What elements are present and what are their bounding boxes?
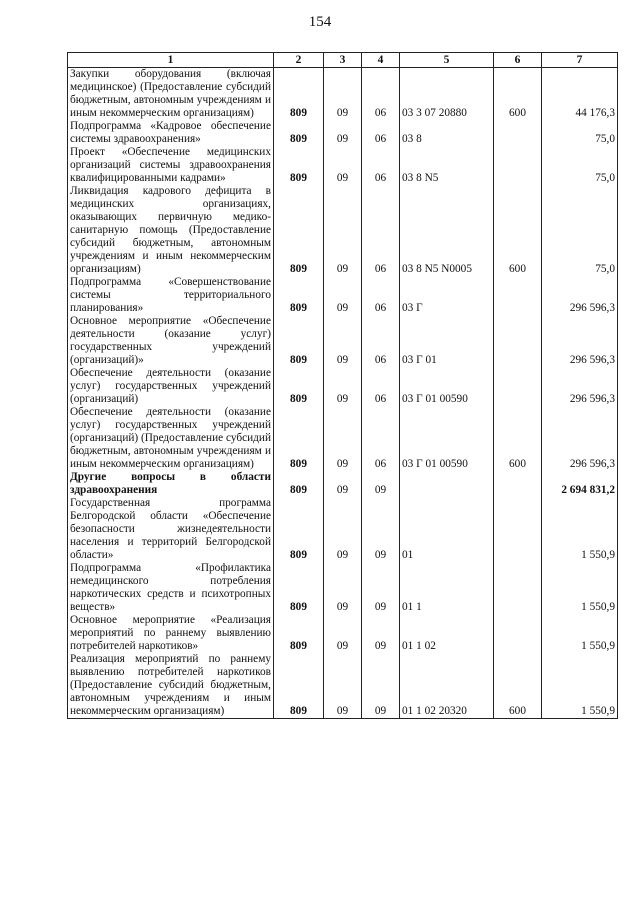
column-header: 7 <box>542 53 618 68</box>
column-header: 3 <box>324 53 362 68</box>
row-pr-code: 06 <box>362 406 400 471</box>
row-rz-code: 09 <box>324 146 362 185</box>
table-row <box>68 276 618 315</box>
row-sum: 75,0 <box>542 146 618 185</box>
row-rz-code: 09 <box>324 185 362 276</box>
table-row <box>68 653 618 719</box>
row-pr-code: 09 <box>362 614 400 653</box>
row-pr-code: 09 <box>362 471 400 497</box>
row-cs-code: 03 8 <box>400 120 494 146</box>
row-gr-code: 809 <box>274 185 324 276</box>
column-header: 6 <box>494 53 542 68</box>
row-rz-code: 09 <box>324 471 362 497</box>
row-name: Обеспечение деятельности (оказание услуг) государственных учреждений (организаций) <box>68 367 274 406</box>
row-gr-code: 809 <box>274 497 324 562</box>
row-pr-code: 06 <box>362 185 400 276</box>
table-row <box>68 146 618 185</box>
column-header: 5 <box>400 53 494 68</box>
row-pr-code: 06 <box>362 146 400 185</box>
row-pr-code: 09 <box>362 653 400 719</box>
row-pr-code: 09 <box>362 497 400 562</box>
row-vr-code <box>494 562 542 614</box>
table-row <box>68 614 618 653</box>
row-sum: 1 550,9 <box>542 497 618 562</box>
row-name: Основное мероприятие «Обеспечение деятельности (оказание услуг) государственных учреждений (организаций)» <box>68 315 274 367</box>
row-gr-code: 809 <box>274 276 324 315</box>
row-name: Основное мероприятие «Реализация мероприятий по раннему выявлению потребителей наркотиков» <box>68 614 274 653</box>
row-rz-code: 09 <box>324 367 362 406</box>
row-rz-code: 09 <box>324 68 362 121</box>
row-vr-code: 600 <box>494 406 542 471</box>
row-rz-code: 09 <box>324 497 362 562</box>
row-gr-code: 809 <box>274 562 324 614</box>
row-pr-code: 06 <box>362 120 400 146</box>
row-sum: 75,0 <box>542 120 618 146</box>
row-pr-code: 09 <box>362 562 400 614</box>
row-rz-code: 09 <box>324 653 362 719</box>
row-vr-code <box>494 276 542 315</box>
table-row <box>68 406 618 471</box>
row-gr-code: 809 <box>274 68 324 121</box>
row-gr-code: 809 <box>274 653 324 719</box>
table-row <box>68 562 618 614</box>
row-vr-code <box>494 315 542 367</box>
row-name: Другие вопросы в области здравоохранения <box>68 471 274 497</box>
table-row <box>68 315 618 367</box>
row-sum: 2 694 831,2 <box>542 471 618 497</box>
row-pr-code: 06 <box>362 276 400 315</box>
row-cs-code: 03 8 N5 N0005 <box>400 185 494 276</box>
row-sum: 296 596,3 <box>542 315 618 367</box>
row-name: Реализация мероприятий по раннему выявлению потребителей наркотиков (Предоставление субсидий бюджетным, автономным учреждениям и иным некоммерческим организациям) <box>68 653 274 719</box>
row-cs-code: 03 8 N5 <box>400 146 494 185</box>
row-name: Закупки оборудования (включая медицинское) (Предоставление субсидий бюджетным, автономным учреждениям и иным некоммерческим организациям) <box>68 68 274 121</box>
row-gr-code: 809 <box>274 315 324 367</box>
row-rz-code: 09 <box>324 120 362 146</box>
row-rz-code: 09 <box>324 315 362 367</box>
row-cs-code: 03 Г 01 <box>400 315 494 367</box>
row-cs-code: 03 Г 01 00590 <box>400 367 494 406</box>
row-gr-code: 809 <box>274 406 324 471</box>
table-row <box>68 185 618 276</box>
row-cs-code: 03 Г <box>400 276 494 315</box>
table-row <box>68 120 618 146</box>
row-rz-code: 09 <box>324 276 362 315</box>
table-row <box>68 471 618 497</box>
row-gr-code: 809 <box>274 367 324 406</box>
row-name: Проект «Обеспечение медицинских организаций системы здравоохранения квалифицированными кадрами» <box>68 146 274 185</box>
row-vr-code <box>494 614 542 653</box>
row-vr-code <box>494 120 542 146</box>
column-header: 4 <box>362 53 400 68</box>
row-gr-code: 809 <box>274 471 324 497</box>
column-header: 1 <box>68 53 274 68</box>
row-cs-code: 01 <box>400 497 494 562</box>
budget-table <box>67 52 618 719</box>
row-sum: 75,0 <box>542 185 618 276</box>
row-sum: 296 596,3 <box>542 276 618 315</box>
row-name: Подпрограмма «Совершенствование системы территориального планирования» <box>68 276 274 315</box>
row-vr-code <box>494 146 542 185</box>
row-cs-code: 01 1 02 <box>400 614 494 653</box>
row-sum: 296 596,3 <box>542 367 618 406</box>
row-cs-code: 01 1 <box>400 562 494 614</box>
row-sum: 44 176,3 <box>542 68 618 121</box>
table-body <box>68 68 618 719</box>
column-header: 2 <box>274 53 324 68</box>
row-cs-code: 01 1 02 20320 <box>400 653 494 719</box>
row-name: Подпрограмма «Профилактика немедицинского потребления наркотических средств и психотропных веществ» <box>68 562 274 614</box>
row-vr-code: 600 <box>494 68 542 121</box>
row-pr-code: 06 <box>362 315 400 367</box>
row-gr-code: 809 <box>274 614 324 653</box>
row-vr-code: 600 <box>494 653 542 719</box>
row-pr-code: 06 <box>362 68 400 121</box>
row-vr-code: 600 <box>494 185 542 276</box>
row-gr-code: 809 <box>274 120 324 146</box>
table-row <box>68 367 618 406</box>
row-vr-code <box>494 497 542 562</box>
row-rz-code: 09 <box>324 562 362 614</box>
row-rz-code: 09 <box>324 614 362 653</box>
row-pr-code: 06 <box>362 367 400 406</box>
row-name: Государственная программа Белгородской области «Обеспечение безопасности жизнедеятельности населения и территорий Белгородской области» <box>68 497 274 562</box>
row-name: Обеспечение деятельности (оказание услуг) государственных учреждений (организаций) (Предоставление субсидий бюджетным, автономным учреждениям и иным некоммерческим организациям) <box>68 406 274 471</box>
row-sum: 1 550,9 <box>542 562 618 614</box>
row-vr-code <box>494 471 542 497</box>
row-sum: 1 550,9 <box>542 653 618 719</box>
table-header-row <box>68 53 618 68</box>
row-sum: 296 596,3 <box>542 406 618 471</box>
row-cs-code <box>400 471 494 497</box>
page-number: 154 <box>308 14 332 30</box>
row-rz-code: 09 <box>324 406 362 471</box>
row-name: Ликвидация кадрового дефицита в медицинских организациях, оказывающих первичную медико-санитарную помощь (Предоставление субсидий бюджетным, автономным учреждениям и иным некоммерческим организациям) <box>68 185 274 276</box>
row-cs-code: 03 3 07 20880 <box>400 68 494 121</box>
row-sum: 1 550,9 <box>542 614 618 653</box>
table-row <box>68 68 618 121</box>
row-gr-code: 809 <box>274 146 324 185</box>
table-row <box>68 497 618 562</box>
row-cs-code: 03 Г 01 00590 <box>400 406 494 471</box>
row-vr-code <box>494 367 542 406</box>
row-name: Подпрограмма «Кадровое обеспечение системы здравоохранения» <box>68 120 274 146</box>
